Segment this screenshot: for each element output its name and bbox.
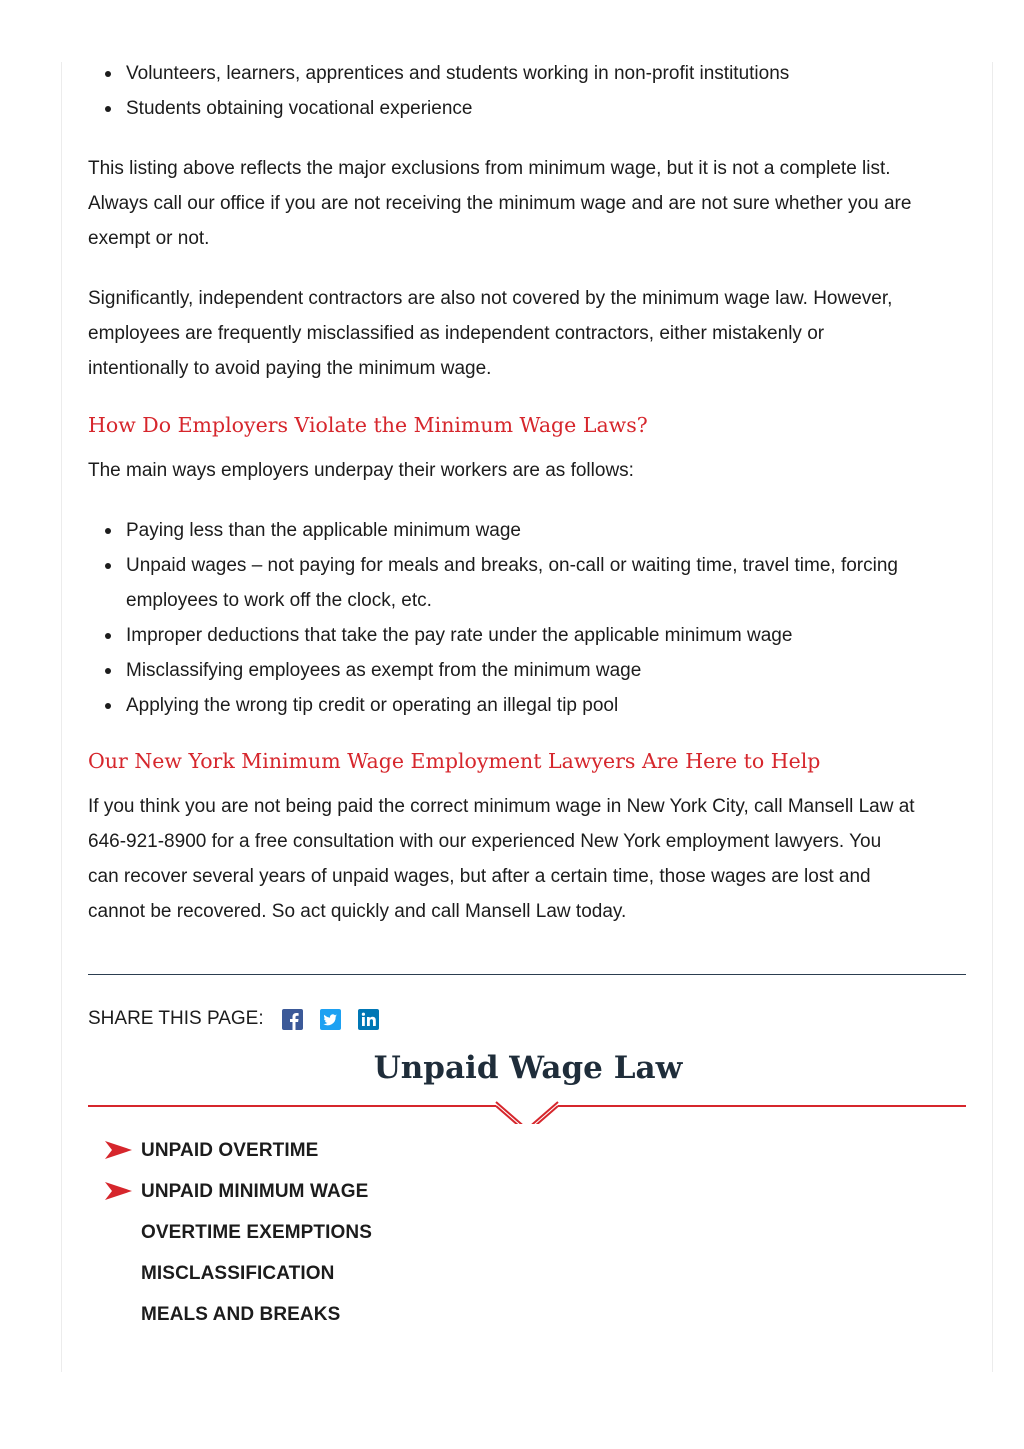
title-divider [88, 1090, 966, 1124]
share-label: SHARE THIS PAGE: [88, 1008, 264, 1029]
nav-item-unpaid-overtime[interactable] [88, 1130, 968, 1171]
share-bar [88, 1002, 968, 1036]
nav-item-label[interactable]: UNPAID OVERTIME [141, 1139, 319, 1161]
list-item: Volunteers, learners, apprentices and students working in non-profit institutions [126, 56, 968, 91]
contractors-paragraph: Significantly, independent contractors are also not covered by the minimum wage law. However, employees are frequently misclassified as independent contractors, either mistakenly or intentionally to avoid paying the minimum wage. [88, 288, 893, 379]
nav-item-label[interactable]: MEALS AND BREAKS [141, 1303, 341, 1325]
facebook-icon[interactable] [282, 1009, 303, 1030]
list-item: Misclassifying employees as exempt from the minimum wage [126, 653, 968, 688]
help-paragraph: If you think you are not being paid the correct minimum wage in New York City, call Mansell Law at 646-921-8900 for a free consultation with our experienced New York employment lawyers. You can recover several years of unpaid wages, but after a certain time, those wages are lost and cannot be recovered. So act quickly and call Mansell Law today. [88, 796, 915, 922]
nav-item-label[interactable]: OVERTIME EXEMPTIONS [141, 1221, 372, 1243]
help-heading: Our New York Minimum Wage Employment Lawyers Are Here to Help [88, 749, 821, 773]
arrow-icon [105, 1182, 132, 1200]
list-item: Paying less than the applicable minimum wage [126, 513, 968, 548]
nav-item-overtime-exemptions[interactable] [88, 1212, 968, 1253]
linkedin-icon[interactable] [358, 1009, 379, 1030]
violations-intro: The main ways employers underpay their workers are as follows: [88, 460, 634, 481]
nav-item-label[interactable]: UNPAID MINIMUM WAGE [141, 1180, 369, 1202]
list-item: Unpaid wages – not paying for meals and breaks, on-call or waiting time, travel time, forcing employees to work off the clock, etc. [126, 548, 968, 618]
list-item: Applying the wrong tip credit or operating an illegal tip pool [126, 688, 968, 723]
violations-heading: How Do Employers Violate the Minimum Wage Laws? [88, 413, 648, 437]
arrow-icon [105, 1141, 132, 1159]
nav-item-unpaid-minimum-wage[interactable] [88, 1171, 968, 1212]
list-item: Students obtaining vocational experience [126, 91, 968, 126]
article-content [88, 56, 968, 1335]
exclusions-list [88, 56, 968, 126]
nav-item-meals-and-breaks[interactable] [88, 1294, 968, 1335]
nav-item-label[interactable]: MISCLASSIFICATION [141, 1262, 335, 1284]
exclusions-paragraph: This listing above reflects the major exclusions from minimum wage, but it is not a complete list. Always call our office if you are not receiving the minimum wage and are not sure whether you are exempt or not. [88, 158, 912, 249]
nav-item-misclassification[interactable] [88, 1253, 968, 1294]
practice-area-nav [88, 1130, 968, 1335]
twitter-icon[interactable] [320, 1009, 341, 1030]
violations-list [88, 513, 968, 723]
list-item: Improper deductions that take the pay rate under the applicable minimum wage [126, 618, 968, 653]
section-title: Unpaid Wage Law [373, 1050, 683, 1086]
